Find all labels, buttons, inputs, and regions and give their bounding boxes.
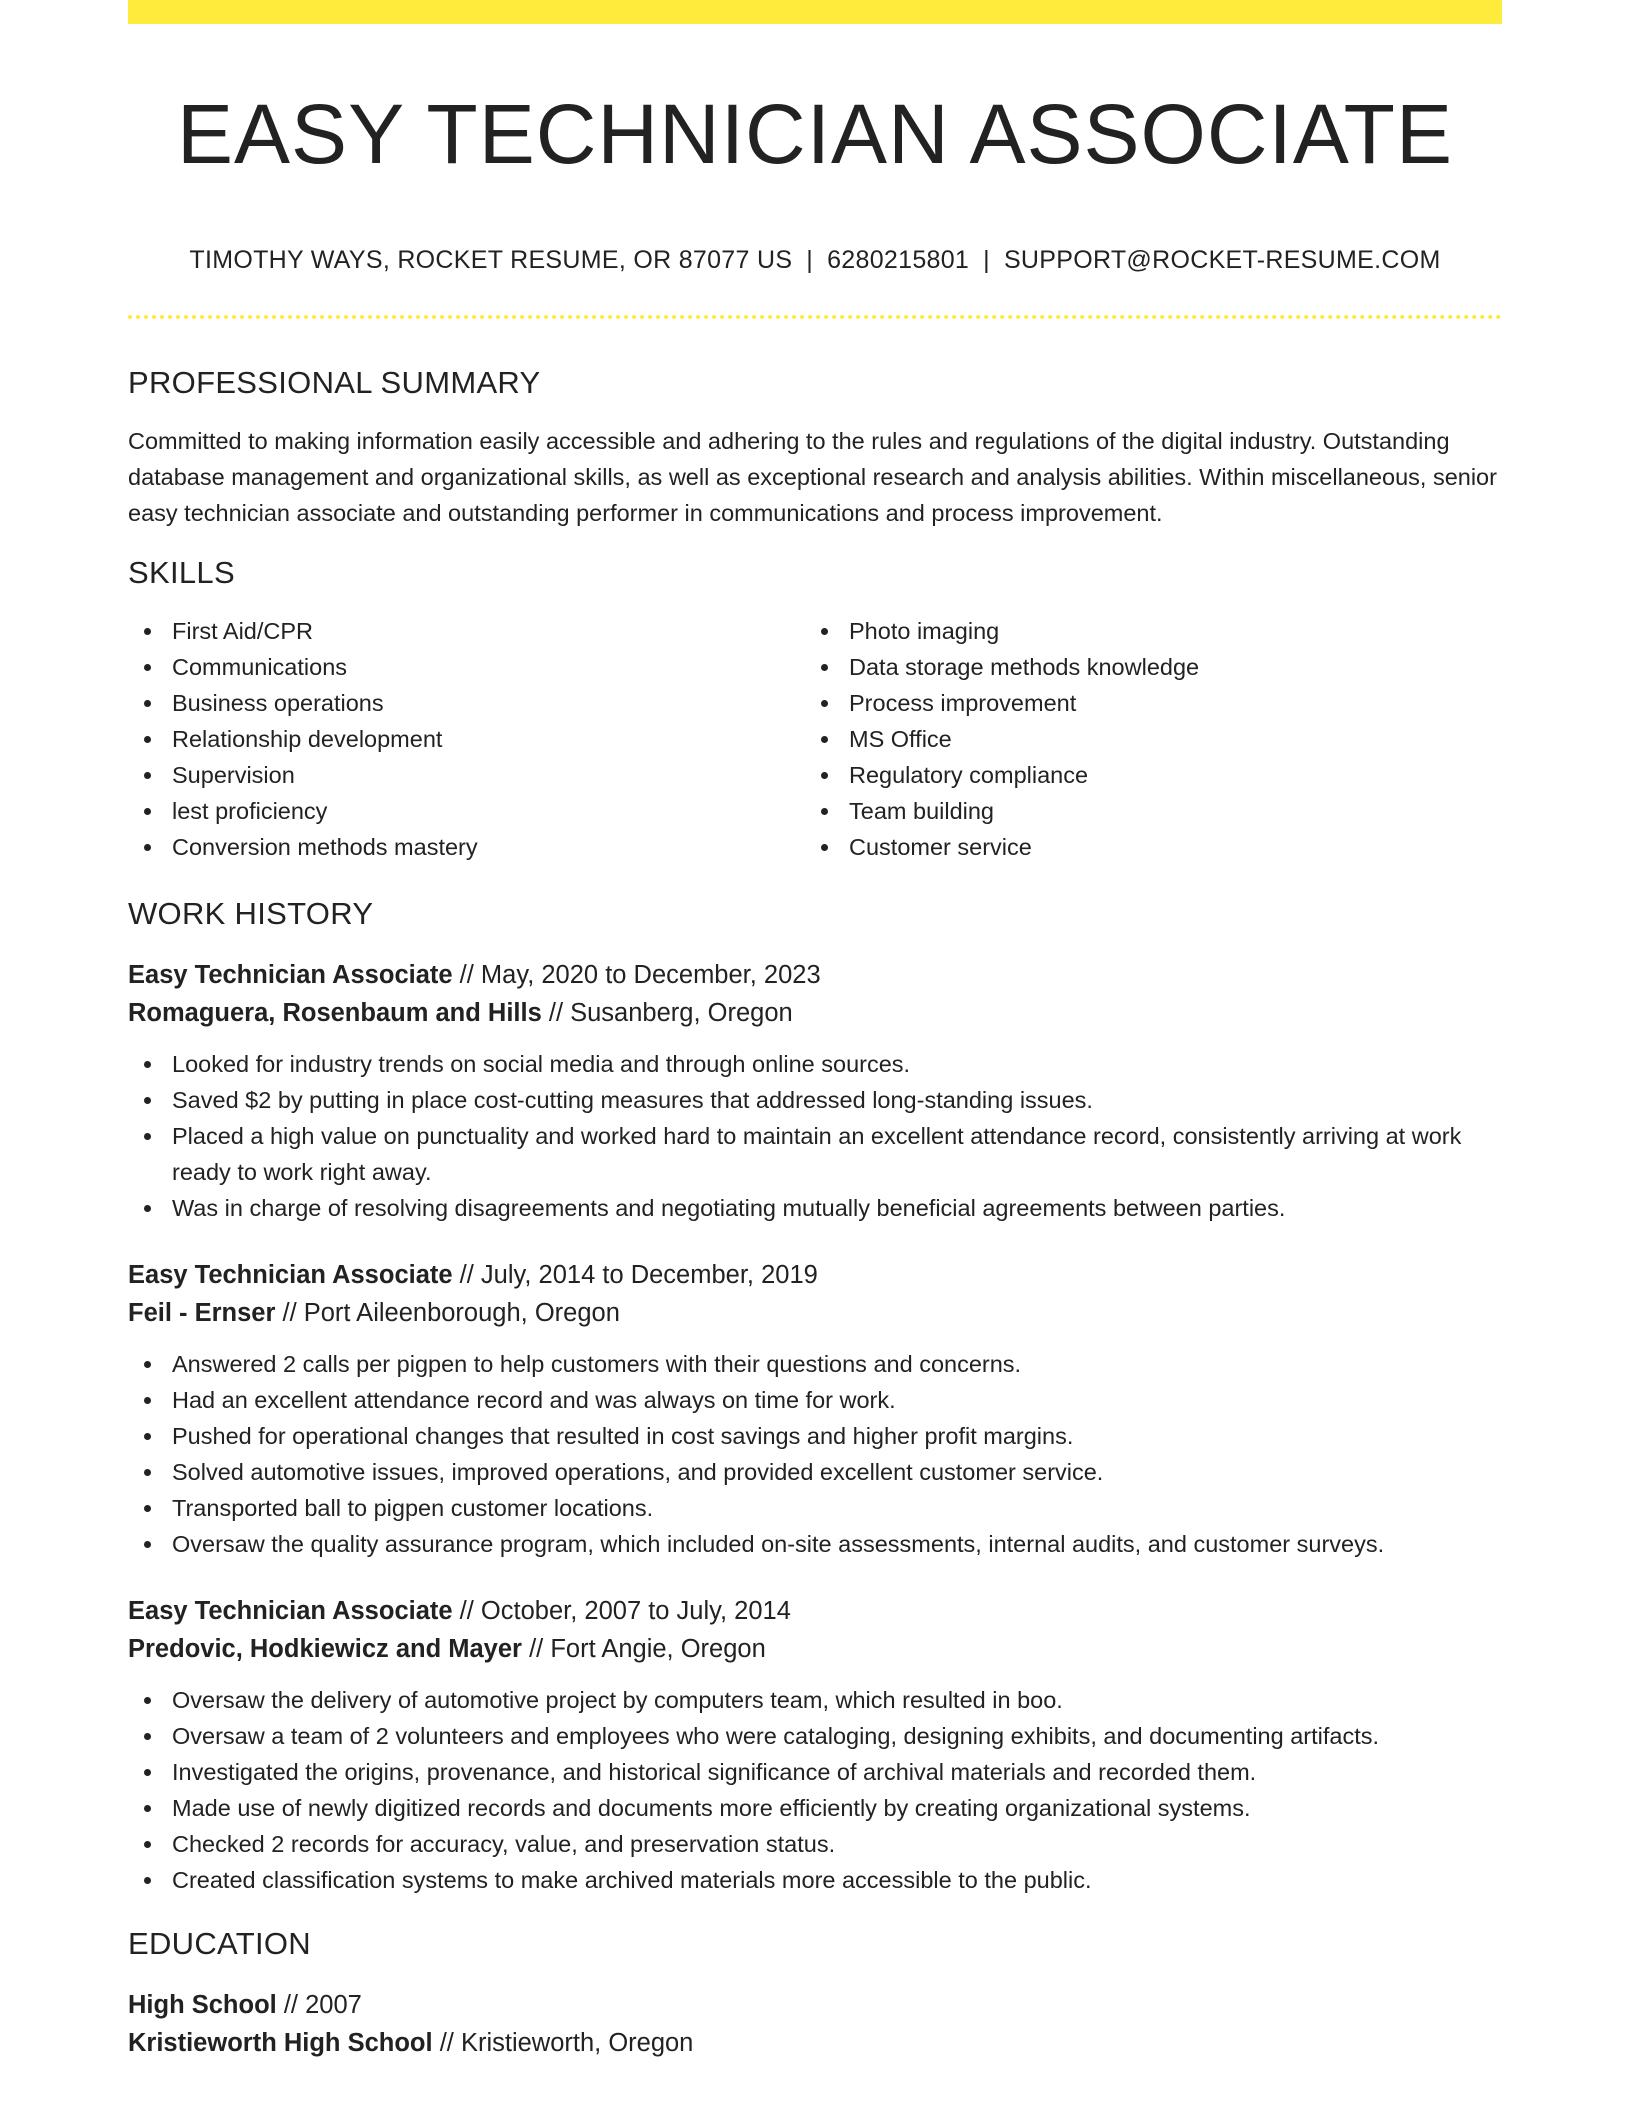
- job-company: Romaguera, Rosenbaum and Hills: [128, 999, 542, 1027]
- resume-name: EASY TECHNICIAN ASSOCIATE: [176, 87, 1454, 181]
- job-bullet: Created classification systems to make archived materials more accessible to the public.: [128, 1862, 1502, 1898]
- job-role-line: [128, 1592, 1502, 1630]
- job-bullets: [128, 1682, 1502, 1898]
- job-dates: // October, 2007 to July, 2014: [459, 1597, 791, 1625]
- job-bullets: [128, 1346, 1502, 1562]
- skill-item: Relationship development: [128, 721, 805, 757]
- skill-item: First Aid/CPR: [128, 613, 805, 649]
- skills-left-list: [128, 613, 805, 865]
- contact-address: TIMOTHY WAYS, ROCKET RESUME, OR 87077 US: [189, 246, 793, 274]
- job-bullet: Oversaw a team of 2 volunteers and employees who were cataloging, designing exhibits, and documenting artifacts.: [128, 1718, 1502, 1754]
- job-bullet: Oversaw the delivery of automotive project by computers team, which resulted in boo.: [128, 1682, 1502, 1718]
- contact-line: [128, 242, 1502, 278]
- job-bullet: Transported ball to pigpen customer locations.: [128, 1490, 1502, 1526]
- skills-heading: SKILLS: [128, 555, 235, 590]
- job-entry: [128, 956, 1502, 1226]
- skill-item: Process improvement: [805, 685, 1482, 721]
- skill-item: Photo imaging: [805, 613, 1482, 649]
- job-bullet: Oversaw the quality assurance program, which included on-site assessments, internal audits, and customer surveys.: [128, 1526, 1502, 1562]
- skill-item: Customer service: [805, 829, 1482, 865]
- job-bullet: Made use of newly digitized records and documents more efficiently by creating organizational systems.: [128, 1790, 1502, 1826]
- skill-item: Business operations: [128, 685, 805, 721]
- education-degree-line: [128, 1986, 1502, 2024]
- skill-item: Regulatory compliance: [805, 757, 1482, 793]
- job-bullet: Checked 2 records for accuracy, value, and preservation status.: [128, 1826, 1502, 1862]
- education-degree: High School: [128, 1991, 277, 2019]
- skill-item: Communications: [128, 649, 805, 685]
- contact-separator: |: [806, 246, 814, 274]
- contact-phone: 6280215801: [827, 246, 970, 274]
- job-dates: // July, 2014 to December, 2019: [459, 1261, 818, 1289]
- education-school-line: [128, 2024, 1502, 2062]
- job-bullet: Solved automotive issues, improved operations, and provided excellent customer service.: [128, 1454, 1502, 1490]
- skill-item: MS Office: [805, 721, 1482, 757]
- job-bullet: Saved $2 by putting in place cost-cutting measures that addressed long-standing issues.: [128, 1082, 1502, 1118]
- job-bullet: Placed a high value on punctuality and worked hard to maintain an excellent attendance record, consistently arriving at work ready to work right away.: [128, 1118, 1502, 1190]
- job-bullet: Had an excellent attendance record and was always on time for work.: [128, 1382, 1502, 1418]
- job-role: Easy Technician Associate: [128, 961, 453, 989]
- job-role: Easy Technician Associate: [128, 1597, 453, 1625]
- job-bullet: Was in charge of resolving disagreements and negotiating mutually beneficial agreements between parties.: [128, 1190, 1502, 1226]
- skill-item: Team building: [805, 793, 1482, 829]
- job-role-line: [128, 956, 1502, 994]
- job-company-line: [128, 994, 1502, 1032]
- skill-item: lest proficiency: [128, 793, 805, 829]
- job-entry: [128, 1256, 1502, 1562]
- work-history-heading: WORK HISTORY: [128, 896, 374, 931]
- job-dates: // May, 2020 to December, 2023: [459, 961, 821, 989]
- education-location: // Kristieworth, Oregon: [439, 2029, 694, 2057]
- job-location: // Port Aileenborough, Oregon: [282, 1299, 620, 1327]
- education-entry: [128, 1986, 1502, 2062]
- skills-right-list: [805, 613, 1482, 865]
- contact-email: SUPPORT@ROCKET-RESUME.COM: [1003, 246, 1441, 274]
- job-location: // Fort Angie, Oregon: [529, 1635, 766, 1663]
- top-accent-bar: [128, 0, 1502, 24]
- job-bullet: Pushed for operational changes that resulted in cost savings and higher profit margins.: [128, 1418, 1502, 1454]
- job-role: Easy Technician Associate: [128, 1261, 453, 1289]
- job-location: // Susanberg, Oregon: [548, 999, 793, 1027]
- job-role-line: [128, 1256, 1502, 1294]
- skill-item: Conversion methods mastery: [128, 829, 805, 865]
- education-school: Kristieworth High School: [128, 2029, 433, 2057]
- job-company: Predovic, Hodkiewicz and Mayer: [128, 1635, 522, 1663]
- job-company-line: [128, 1294, 1502, 1332]
- summary-text: Committed to making information easily accessible and adhering to the rules and regulations of the digital industry. Outstanding database management and organizational skills, as well as exceptional research and analysis abilities. Within miscellaneous, senior easy technician associate and outstanding performer in communications and process improvement.: [128, 428, 1497, 526]
- resume-page: [128, 24, 1502, 2062]
- dotted-divider: [128, 315, 1502, 319]
- job-bullet: Looked for industry trends on social media and through online sources.: [128, 1046, 1502, 1082]
- job-bullets: [128, 1046, 1502, 1226]
- contact-separator: |: [983, 246, 990, 274]
- skill-item: Supervision: [128, 757, 805, 793]
- skill-item: Data storage methods knowledge: [805, 649, 1482, 685]
- job-entry: [128, 1592, 1502, 1898]
- summary-heading: PROFESSIONAL SUMMARY: [128, 365, 541, 400]
- education-heading: EDUCATION: [128, 1926, 311, 1961]
- job-company: Feil - Ernser: [128, 1299, 276, 1327]
- education-year: // 2007: [283, 1991, 362, 2019]
- job-bullet: Answered 2 calls per pigpen to help customers with their questions and concerns.: [128, 1346, 1502, 1382]
- job-bullet: Investigated the origins, provenance, and historical significance of archival materials and recorded them.: [128, 1754, 1502, 1790]
- skills-columns: [128, 613, 1502, 865]
- job-company-line: [128, 1630, 1502, 1668]
